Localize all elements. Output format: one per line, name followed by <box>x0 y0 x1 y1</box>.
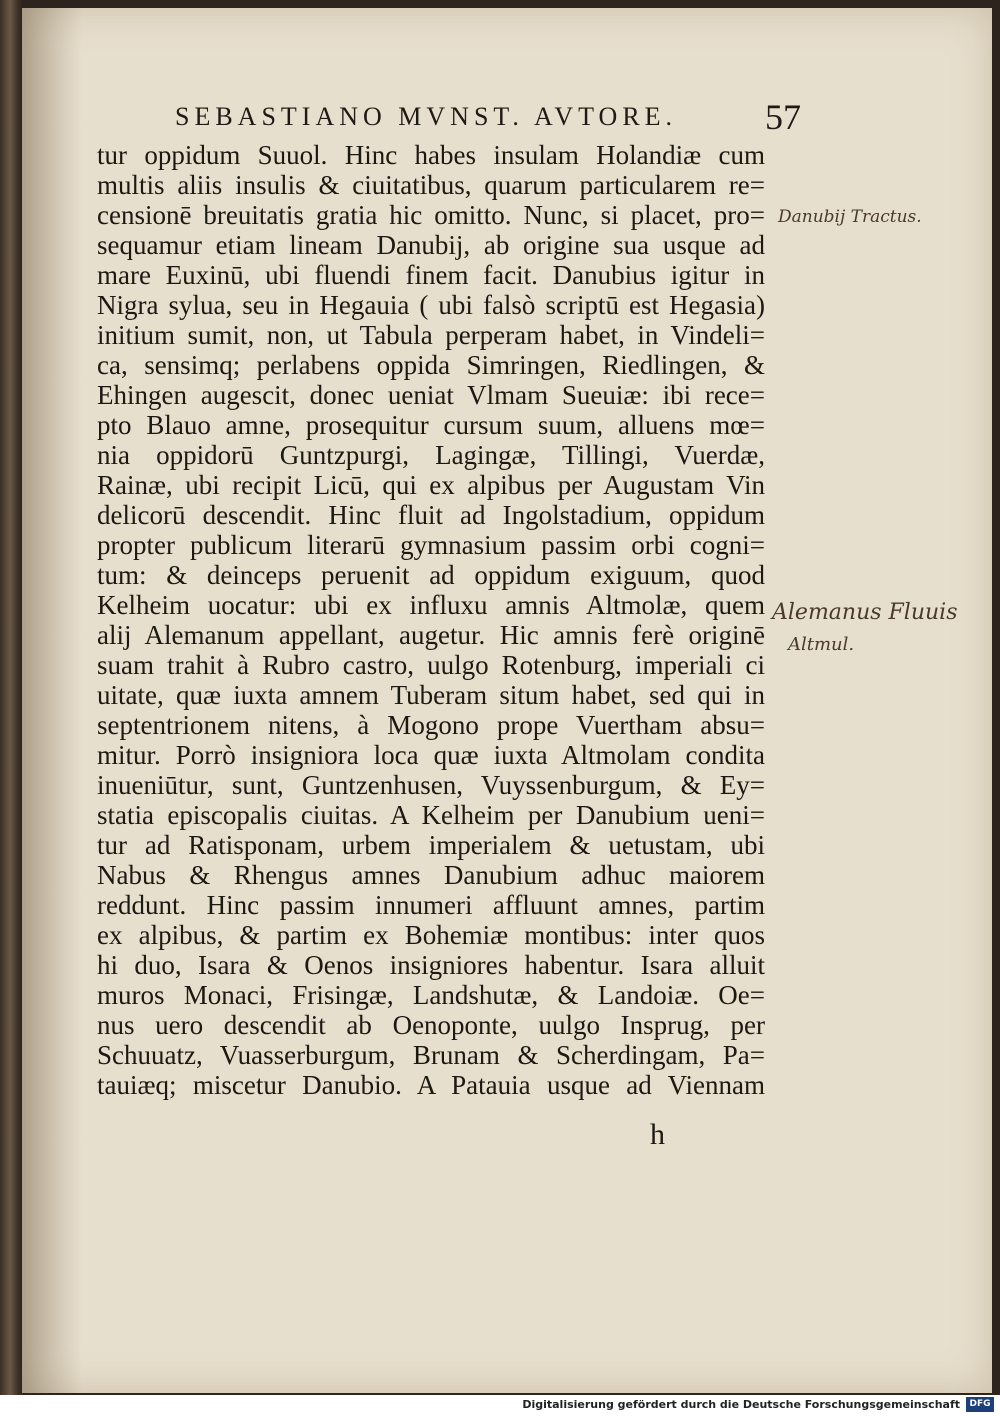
page-number: 57 <box>765 97 801 137</box>
text-line: Nigra sylua, seu in Hegauia ( ubi falsò scriptū est Hegasia) <box>97 290 765 320</box>
text-line: pto Blauo amne, prosequitur cursum suum, alluens mœ= <box>97 410 765 440</box>
text-line: tur ad Ratisponam, urbem imperialem & uetustam, ubi <box>97 830 765 860</box>
text-line: initium sumit, non, ut Tabula perperam habet, in Vindeli= <box>97 320 765 350</box>
text-line: delicorū descendit. Hinc fluit ad Ingolstadium, oppidum <box>97 500 765 530</box>
dfg-logo-icon: DFG <box>966 1397 994 1412</box>
text-line: Nabus & Rhengus amnes Danubium adhuc maiorem <box>97 860 765 890</box>
text-line: Ehingen augescit, donec ueniat Vlmam Sueuiæ: ibi rece= <box>97 380 765 410</box>
text-line: multis aliis insulis & ciuitatibus, quarum particularem re= <box>97 170 765 200</box>
text-line: Rainæ, ubi recipit Licū, qui ex alpibus per Augustam Vin <box>97 470 765 500</box>
text-line: tum: & deinceps peruenit ad oppidum exiguum, quod <box>97 560 765 590</box>
text-line: septentrionem nitens, à Mogono prope Vuertham absu= <box>97 710 765 740</box>
text-line: sequamur etiam lineam Danubij, ab origine sua usque ad <box>97 230 765 260</box>
text-line: reddunt. Hinc passim innumeri affluunt amnes, partim <box>97 890 765 920</box>
text-line: ex alpibus, & partim ex Bohemiæ montibus: inter quos <box>97 920 765 950</box>
text-line: propter publicum literarū gymnasium passim orbi cogni= <box>97 530 765 560</box>
text-line: hi duo, Isara & Oenos insigniores habentur. Isara alluit <box>97 950 765 980</box>
text-line: censionē breuitatis gratia hic omitto. Nunc, si placet, pro= <box>97 200 765 230</box>
margin-note-alemanus: Alemanus Fluuis <box>772 600 958 625</box>
body-text <box>97 140 765 1100</box>
text-line: alij Alemanum appellant, augetur. Hic amnis ferè originē <box>97 620 765 650</box>
text-line: nia oppidorū Guntzpurgi, Lagingæ, Tillingi, Vuerdæ, <box>97 440 765 470</box>
text-line: suam trahit à Rubro castro, uulgo Rotenburg, imperiali ci <box>97 650 765 680</box>
margin-note-danube: Danubij Tractus. <box>778 207 922 227</box>
text-line: statia episcopalis ciuitas. A Kelheim per Danubium ueni= <box>97 800 765 830</box>
text-line: mare Euxinū, ubi fluendi finem facit. Danubius igitur in <box>97 260 765 290</box>
text-line: ca, sensimq; perlabens oppida Simringen, Riedlingen, & <box>97 350 765 380</box>
signature-mark: h <box>650 1118 665 1151</box>
text-line: Schuuatz, Vuasserburgum, Brunam & Scherdingam, Pa= <box>97 1040 765 1070</box>
text-line: muros Monaci, Frisingæ, Landshutæ, & Landoiæ. Oe= <box>97 980 765 1010</box>
text-line: inueniūtur, sunt, Guntzenhusen, Vuyssenburgum, & Ey= <box>97 770 765 800</box>
text-line: tauiæq; miscetur Danubio. A Patauia usque ad Viennam <box>97 1070 765 1100</box>
text-line: nus uero descendit ab Oenoponte, uulgo Insprug, per <box>97 1010 765 1040</box>
margin-note-altmul: Altmul. <box>788 634 855 655</box>
text-line: uitate, quæ iuxta amnem Tuberam situm habet, sed qui in <box>97 680 765 710</box>
footer-credit: Digitalisierung gefördert durch die Deutsche Forschungsgemeinschaft <box>522 1398 960 1411</box>
text-line: mitur. Porrò insigniora loca quæ iuxta Altmolam condita <box>97 740 765 770</box>
running-head: SEBASTIANO MVNST. AVTORE. <box>175 102 678 131</box>
text-line: tur oppidum Suuol. Hinc habes insulam Holandiæ cum <box>97 140 765 170</box>
text-line: Kelheim uocatur: ubi ex influxu amnis Altmolæ, quem <box>97 590 765 620</box>
footer-bar <box>0 1395 1000 1416</box>
